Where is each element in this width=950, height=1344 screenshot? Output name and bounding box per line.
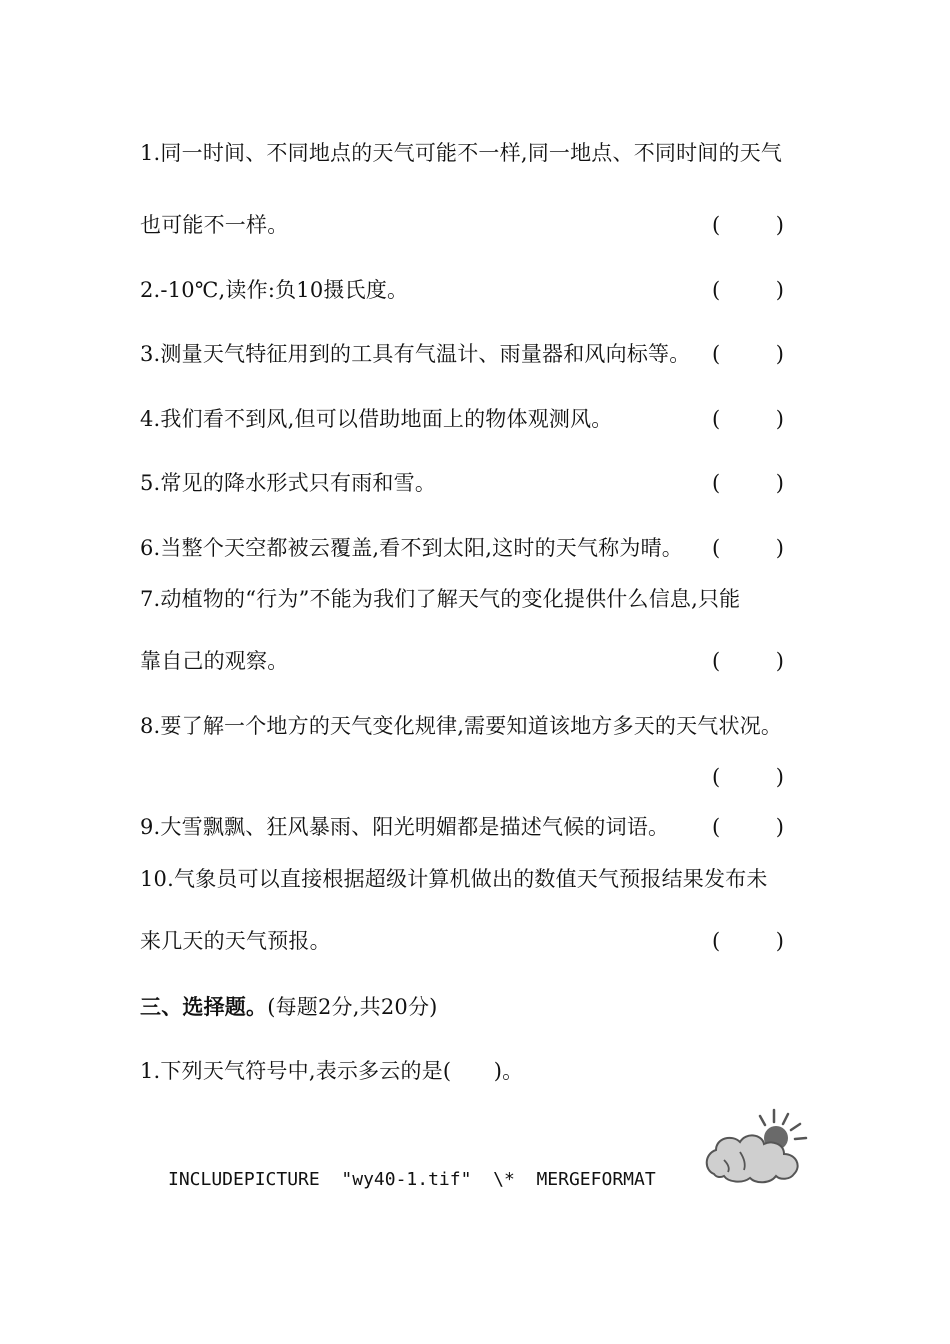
paren-open: ( xyxy=(712,471,721,495)
paren-open: ( xyxy=(712,765,721,789)
paren-open: ( xyxy=(712,278,721,302)
q1-line1: 1.同一时间、不同地点的天气可能不一样,同一地点、不同时间的天气 xyxy=(140,141,783,165)
answer-paren-6[interactable] xyxy=(712,535,784,561)
include-picture-field: INCLUDEPICTURE "wy40-1.tif" \* MERGEFORMAT xyxy=(168,1169,656,1190)
q8-line1: 8.要了解一个地方的天气变化规律,需要知道该地方多天的天气状况。 xyxy=(140,714,783,738)
answer-paren-4[interactable] xyxy=(712,406,784,432)
q7-line1: 7.动植物的“行为”不能为我们了解天气的变化提供什么信息,只能 xyxy=(140,587,741,611)
answer-paren-2[interactable] xyxy=(712,277,784,303)
paren-close: ) xyxy=(775,815,784,839)
answer-paren-7[interactable] xyxy=(712,648,784,674)
paren-open: ( xyxy=(712,213,721,237)
q3-line1: 3.测量天气特征用到的工具有气温计、雨量器和风向标等。 xyxy=(140,342,691,366)
paren-close: ) xyxy=(775,929,784,953)
paren-close: ) xyxy=(775,342,784,366)
section-heading xyxy=(140,994,438,1020)
paren-open: ( xyxy=(712,407,721,431)
q4-line1: 4.我们看不到风,但可以借助地面上的物体观测风。 xyxy=(140,407,613,431)
q10-line1: 10.气象员可以直接根据超级计算机做出的数值天气预报结果发布未 xyxy=(140,867,768,891)
q6-line1: 6.当整个天空都被云覆盖,看不到太阳,这时的天气称为晴。 xyxy=(140,536,683,560)
paren-open: ( xyxy=(712,929,721,953)
paren-open: ( xyxy=(712,342,721,366)
paren-close: ) xyxy=(775,407,784,431)
paren-close: ) xyxy=(775,649,784,673)
q10-line2: 来几天的天气预报。 xyxy=(140,929,331,953)
q7-line2: 靠自己的观察。 xyxy=(140,649,289,673)
answer-paren-9[interactable] xyxy=(712,814,784,840)
choice-q1-text: 1.下列天气符号中,表示多云的是( )。 xyxy=(140,1059,524,1083)
paren-close: ) xyxy=(775,213,784,237)
paren-close: ) xyxy=(775,471,784,495)
answer-paren-1[interactable] xyxy=(712,212,784,238)
q5-line1: 5.常见的降水形式只有雨和雪。 xyxy=(140,471,437,495)
paren-close: ) xyxy=(775,765,784,789)
q2-line1: 2.-10℃,读作:负10摄氏度。 xyxy=(140,278,409,302)
answer-paren-3[interactable] xyxy=(712,341,784,367)
paren-open: ( xyxy=(712,536,721,560)
answer-paren-5[interactable] xyxy=(712,470,784,496)
section-title: 三、选择题。 xyxy=(140,994,268,1019)
q1-line2: 也可能不一样。 xyxy=(140,213,289,237)
paren-close: ) xyxy=(775,536,784,560)
paren-open: ( xyxy=(712,815,721,839)
paren-open: ( xyxy=(712,649,721,673)
section-note: (每题2分,共20分) xyxy=(267,995,438,1019)
sun-behind-cloud-icon xyxy=(700,1104,812,1192)
paren-close: ) xyxy=(775,278,784,302)
answer-paren-8[interactable] xyxy=(712,764,784,790)
q9-line1: 9.大雪飘飘、狂风暴雨、阳光明媚都是描述气候的词语。 xyxy=(140,815,670,839)
answer-paren-10[interactable] xyxy=(712,928,784,954)
